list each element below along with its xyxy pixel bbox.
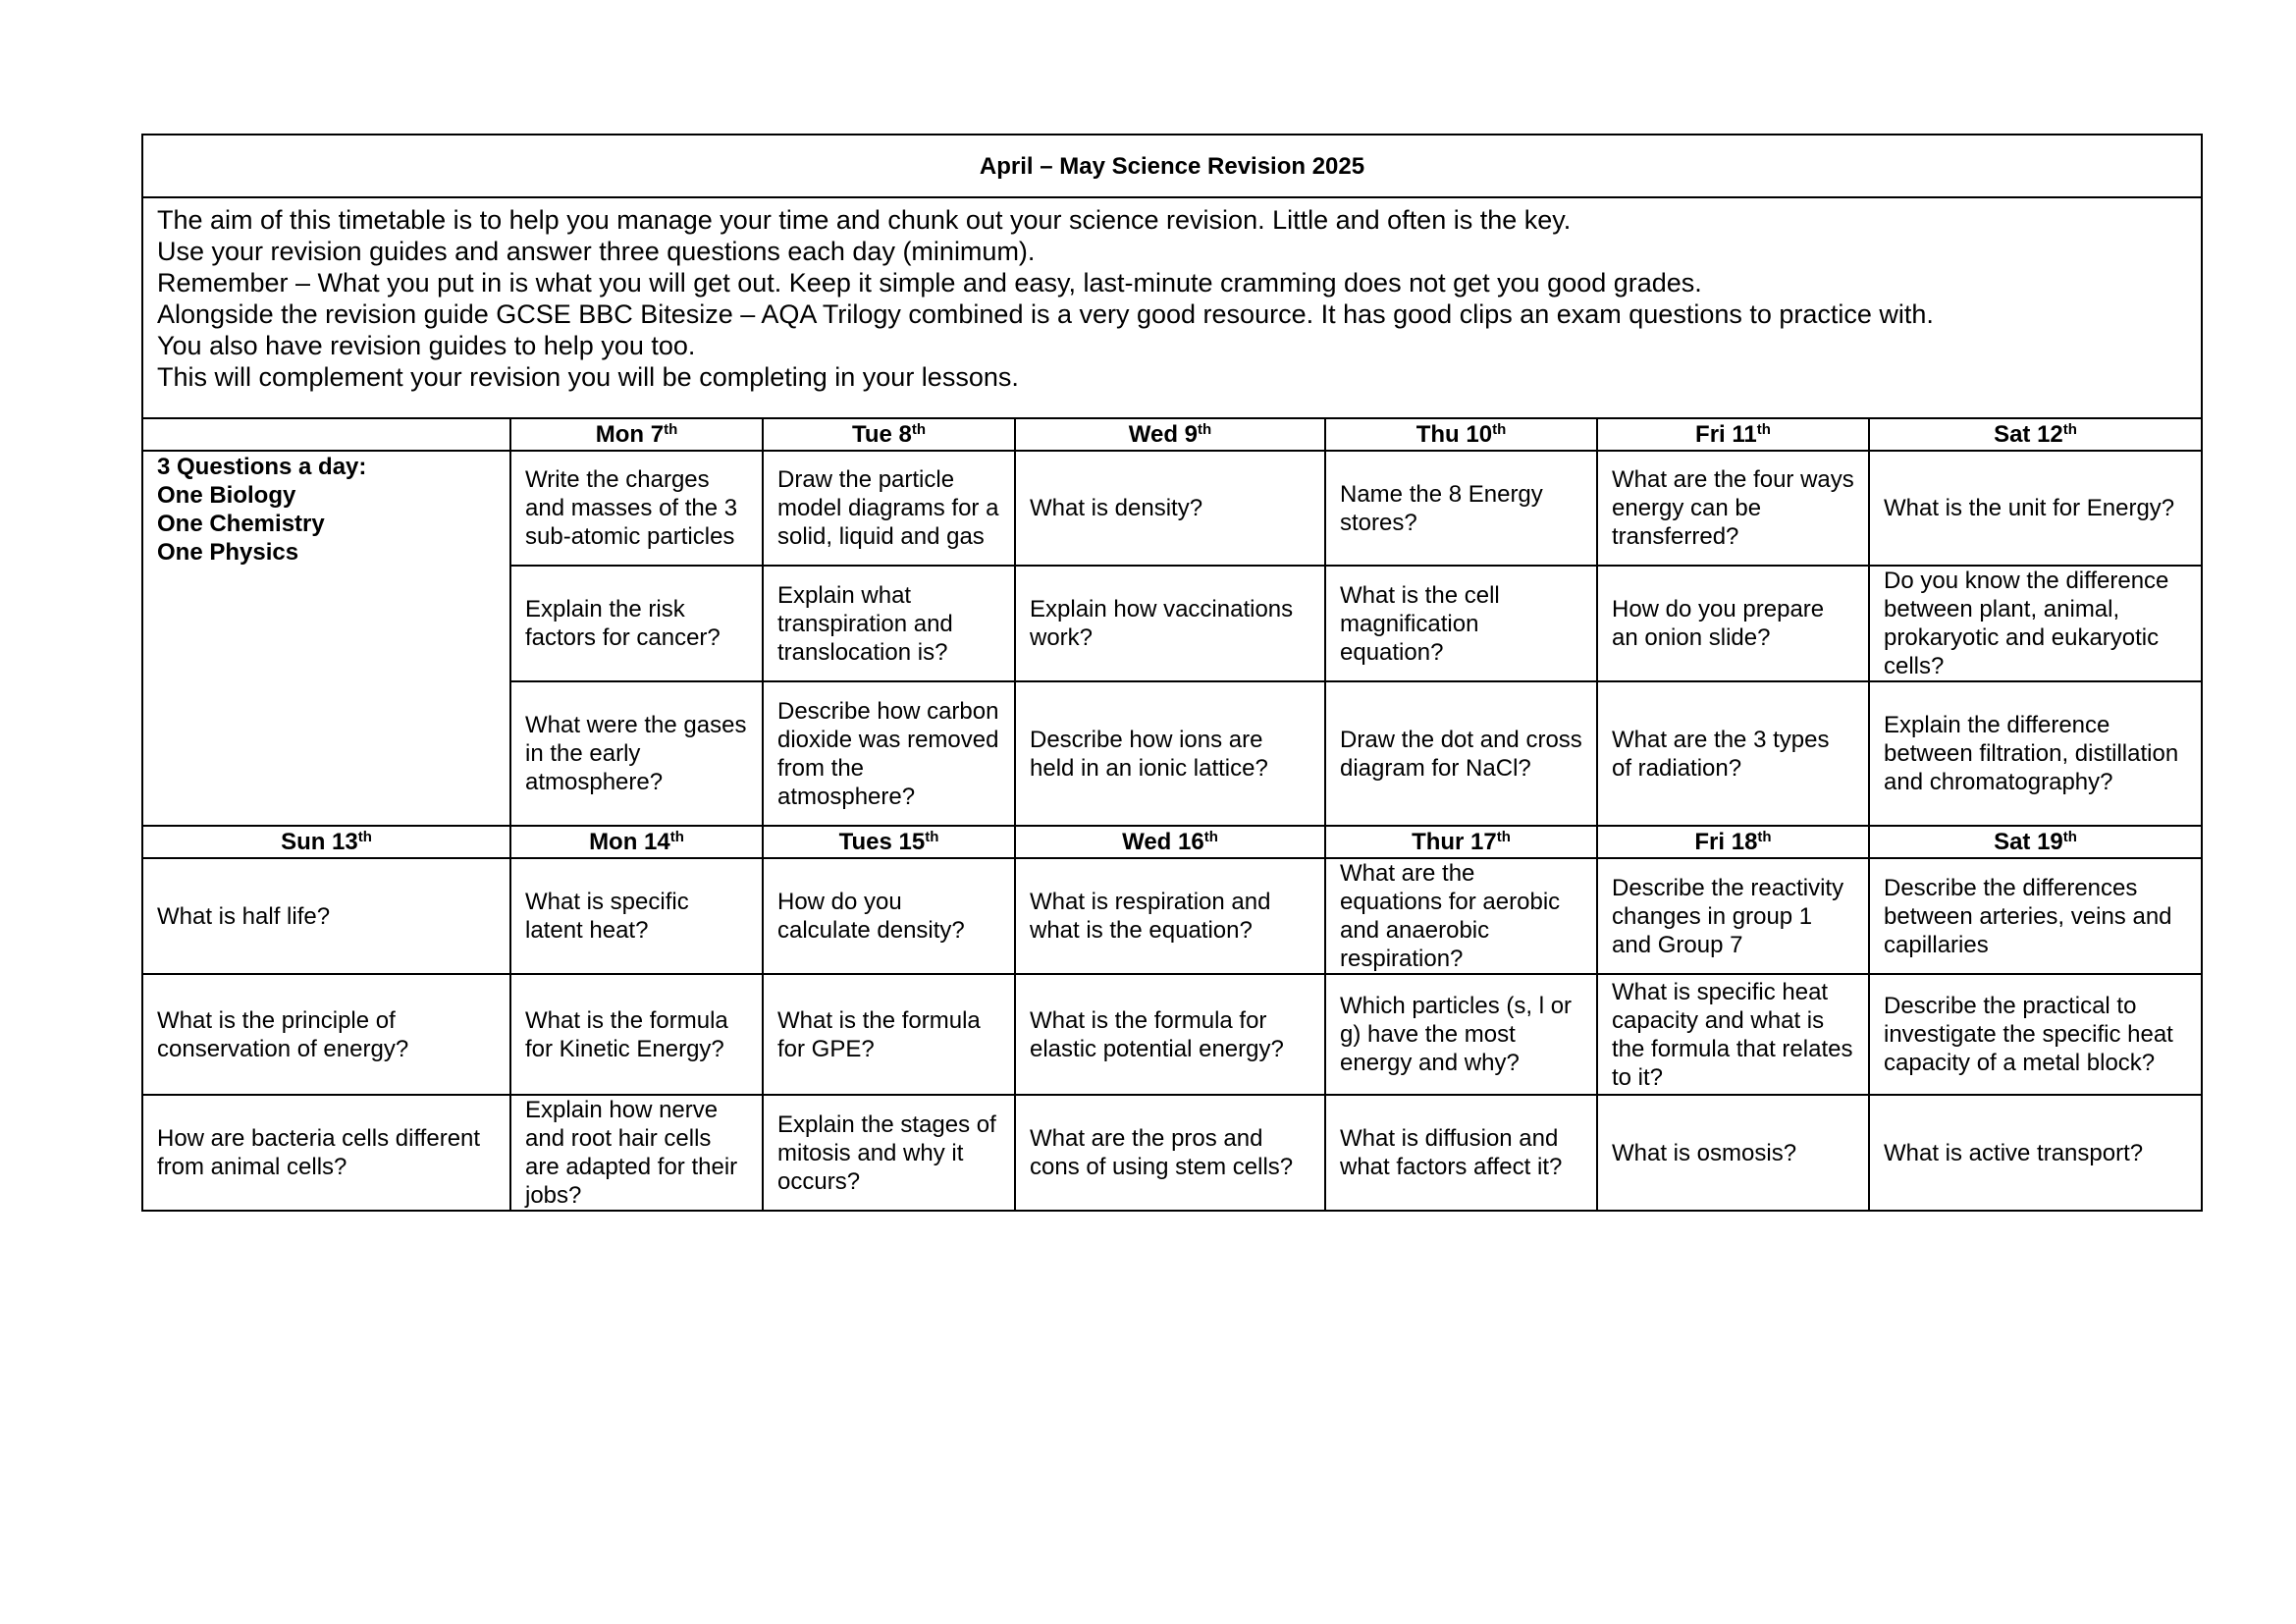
- question-cell: Explain the difference between filtration, distillation and chromatography?: [1869, 681, 2202, 826]
- note-line: One Physics: [157, 539, 299, 566]
- day-suffix: th: [357, 829, 372, 845]
- day-name: Sat 19: [1994, 829, 2063, 855]
- intro-text: [142, 197, 2202, 418]
- week1-blank-header: [142, 418, 510, 451]
- intro-line: Remember – What you put in is what you will get out. Keep it simple and easy, last-minute cramming does not get you good grades.: [157, 268, 1702, 298]
- question-cell: Write the charges and masses of the 3 sub-atomic particles: [510, 451, 763, 566]
- week1-question-row: [142, 451, 2202, 566]
- intro-line: Use your revision guides and answer three questions each day (minimum).: [157, 237, 1036, 266]
- day-suffix: th: [1198, 421, 1212, 438]
- question-cell: What is half life?: [142, 858, 510, 974]
- intro-line: Alongside the revision guide GCSE BBC Bitesize – AQA Trilogy combined is a very good resource. It has good clips an exam questions to practice with.: [157, 299, 1934, 329]
- day-header: [1015, 826, 1325, 858]
- day-name: Mon 7: [595, 421, 665, 448]
- intro-line: You also have revision guides to help you too.: [157, 331, 696, 360]
- question-cell: How do you prepare an onion slide?: [1597, 566, 1869, 681]
- question-cell: What is the cell magnification equation?: [1325, 566, 1597, 681]
- day-name: Wed 9: [1128, 421, 1199, 448]
- question-cell: Draw the particle model diagrams for a solid, liquid and gas: [763, 451, 1015, 566]
- day-name: Mon 14: [589, 829, 670, 855]
- question-cell: What is specific latent heat?: [510, 858, 763, 974]
- day-name: Sun 13: [281, 829, 358, 855]
- note-line: One Chemistry: [157, 511, 325, 537]
- day-header: [510, 826, 763, 858]
- question-cell: What are the pros and cons of using stem cells?: [1015, 1095, 1325, 1211]
- question-cell: Do you know the difference between plant, animal, prokaryotic and eukaryotic cells?: [1869, 566, 2202, 681]
- day-suffix: th: [925, 829, 939, 845]
- question-cell: Explain the risk factors for cancer?: [510, 566, 763, 681]
- day-name: Fri 11: [1695, 421, 1757, 448]
- day-header: [763, 418, 1015, 451]
- question-cell: How do you calculate density?: [763, 858, 1015, 974]
- day-name: Tue 8: [851, 421, 912, 448]
- question-cell: What are the 3 types of radiation?: [1597, 681, 1869, 826]
- day-header: [763, 826, 1015, 858]
- question-cell: What are the equations for aerobic and anaerobic respiration?: [1325, 858, 1597, 974]
- week2-question-row: [142, 974, 2202, 1095]
- question-cell: What is density?: [1015, 451, 1325, 566]
- question-cell: What is the principle of conservation of energy?: [142, 974, 510, 1095]
- question-cell: Explain how vaccinations work?: [1015, 566, 1325, 681]
- day-name: Wed 16: [1122, 829, 1204, 855]
- question-cell: What is the formula for Kinetic Energy?: [510, 974, 763, 1095]
- question-cell: What is active transport?: [1869, 1095, 2202, 1211]
- questions-per-day-note: [142, 451, 510, 826]
- intro-row: [142, 197, 2202, 418]
- question-cell: What is the formula for elastic potential energy?: [1015, 974, 1325, 1095]
- day-header: [1597, 418, 1869, 451]
- question-cell: What is the unit for Energy?: [1869, 451, 2202, 566]
- day-name: Thur 17: [1412, 829, 1497, 855]
- note-line: One Biology: [157, 482, 296, 509]
- question-cell: How are bacteria cells different from animal cells?: [142, 1095, 510, 1211]
- day-header: [1869, 826, 2202, 858]
- day-header: [142, 826, 510, 858]
- question-cell: What is specific heat capacity and what is the formula that relates to it?: [1597, 974, 1869, 1095]
- question-cell: What is osmosis?: [1597, 1095, 1869, 1211]
- day-header: [510, 418, 763, 451]
- week2-question-row: [142, 858, 2202, 974]
- question-cell: Explain the stages of mitosis and why it occurs?: [763, 1095, 1015, 1211]
- day-suffix: th: [664, 421, 678, 438]
- week1-header-row: [142, 418, 2202, 451]
- question-cell: What is respiration and what is the equation?: [1015, 858, 1325, 974]
- question-cell: Describe the reactivity changes in group 1 and Group 7: [1597, 858, 1869, 974]
- day-name: Thu 10: [1415, 421, 1493, 448]
- day-header: [1015, 418, 1325, 451]
- title-row: [142, 135, 2202, 197]
- page-title: April – May Science Revision 2025: [142, 135, 2202, 197]
- day-suffix: th: [1492, 421, 1507, 438]
- question-cell: Describe the differences between arteries, veins and capillaries: [1869, 858, 2202, 974]
- note-line: 3 Questions a day:: [157, 454, 367, 480]
- question-cell: Draw the dot and cross diagram for NaCl?: [1325, 681, 1597, 826]
- day-header: [1869, 418, 2202, 451]
- day-suffix: th: [1756, 421, 1771, 438]
- question-cell: What are the four ways energy can be transferred?: [1597, 451, 1869, 566]
- day-header: [1597, 826, 1869, 858]
- day-name: Fri 18: [1694, 829, 1758, 855]
- intro-line: This will complement your revision you will be completing in your lessons.: [157, 362, 1019, 392]
- day-suffix: th: [669, 829, 684, 845]
- question-cell: Name the 8 Energy stores?: [1325, 451, 1597, 566]
- day-suffix: th: [1757, 829, 1772, 845]
- day-name: Tues 15: [838, 829, 926, 855]
- day-header: [1325, 418, 1597, 451]
- day-suffix: th: [911, 421, 927, 438]
- day-header: [1325, 826, 1597, 858]
- question-cell: Explain what transpiration and translocation is?: [763, 566, 1015, 681]
- week2-header-row: [142, 826, 2202, 858]
- question-cell: What is the formula for GPE?: [763, 974, 1015, 1095]
- question-cell: Explain how nerve and root hair cells are adapted for their jobs?: [510, 1095, 763, 1211]
- question-cell: What is diffusion and what factors affect it?: [1325, 1095, 1597, 1211]
- question-cell: Describe how carbon dioxide was removed from the atmosphere?: [763, 681, 1015, 826]
- question-cell: What were the gases in the early atmosphere?: [510, 681, 763, 826]
- day-suffix: th: [1203, 829, 1218, 845]
- day-name: Sat 12: [1994, 421, 2063, 448]
- intro-line: The aim of this timetable is to help you manage your time and chunk out your science revision. Little and often is the key.: [157, 205, 1572, 235]
- question-cell: Which particles (s, l or g) have the most energy and why?: [1325, 974, 1597, 1095]
- day-suffix: th: [1496, 829, 1511, 845]
- question-cell: Describe the practical to investigate the specific heat capacity of a metal block?: [1869, 974, 2202, 1095]
- revision-timetable: [141, 134, 2203, 1212]
- day-suffix: th: [2062, 829, 2077, 845]
- question-cell: Describe how ions are held in an ionic lattice?: [1015, 681, 1325, 826]
- week2-question-row: [142, 1095, 2202, 1211]
- day-suffix: th: [2062, 421, 2077, 438]
